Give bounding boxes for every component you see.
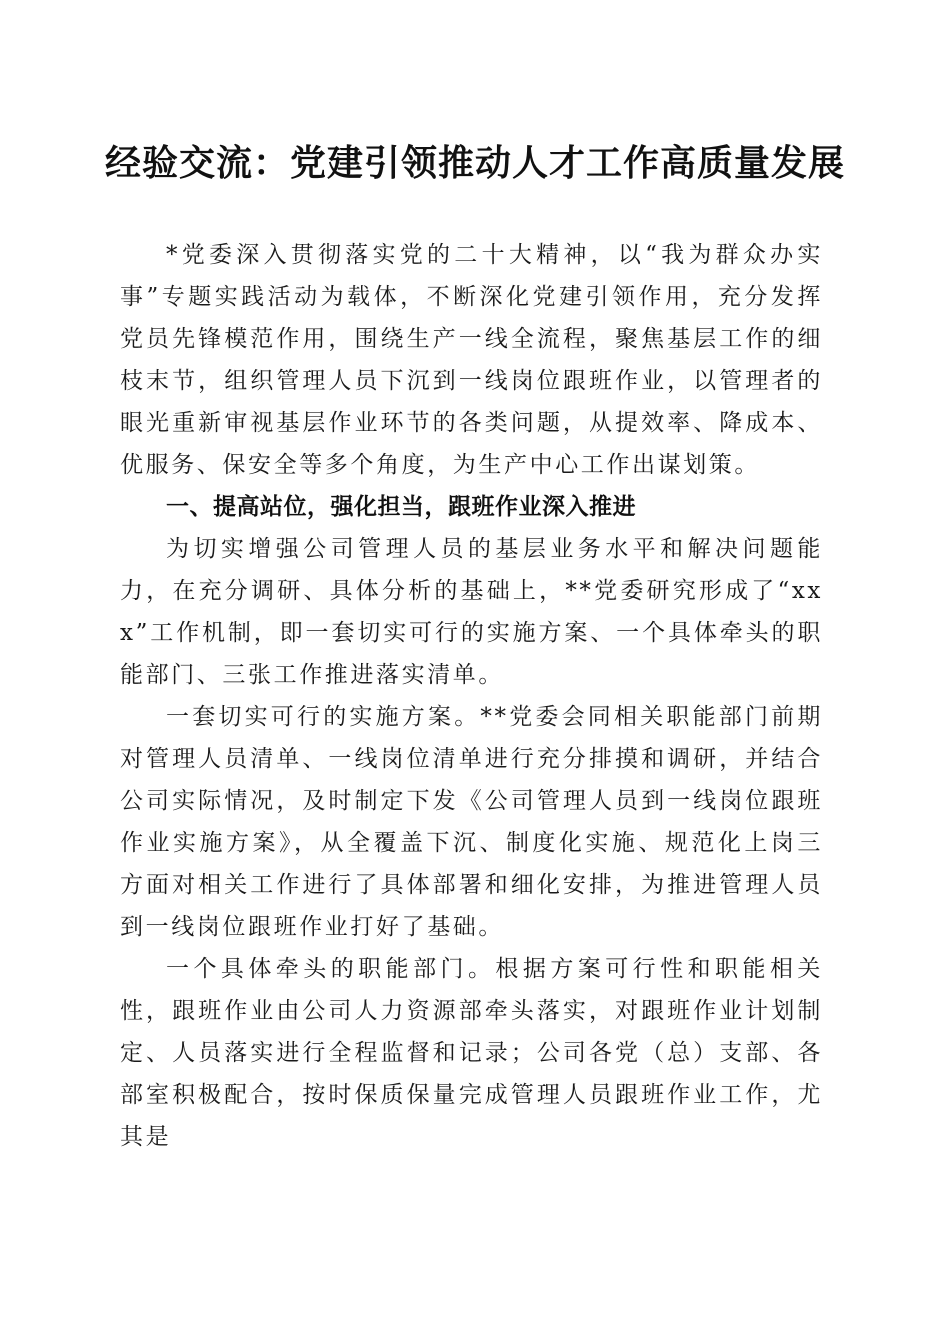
section-paragraph-department: 一个具体牵头的职能部门。根据方案可行性和职能相关性，跟班作业由公司人力资源部牵头落实，对跟班作业计划制定、人员落实进行全程监督和记录；公司各党（总）支部、各部室积极配合，按时保质保量完成管理人员跟班作业工作，尤其是	[120, 956, 823, 1150]
section-heading: 一、提高站位，强化担当，跟班作业深入推进	[166, 494, 636, 520]
section-paragraph-mechanism: 为切实增强公司管理人员的基层业务水平和解决问题能力，在充分调研、具体分析的基础上，**党委研究形成了“xxx”工作机制，即一套切实可行的实施方案、一个具体牵头的职能部门、三张工作推进落实清单。	[120, 536, 823, 688]
section-paragraph-plan: 一套切实可行的实施方案。**党委会同相关职能部门前期对管理人员清单、一线岗位清单进行充分排摸和调研，并结合公司实际情况，及时制定下发《公司管理人员到一线岗位跟班作业实施方案》，从全覆盖下沉、制度化实施、规范化上岗三方面对相关工作进行了具体部署和细化安排，为推进管理人员到一线岗位跟班作业打好了基础。	[120, 704, 823, 940]
document-body	[120, 234, 823, 1158]
document-title: 经验交流：党建引领推动人才工作高质量发展	[104, 142, 845, 184]
intro-paragraph: *党委深入贯彻落实党的二十大精神，以“我为群众办实事”专题实践活动为载体，不断深化党建引领作用，充分发挥党员先锋模范作用，围绕生产一线全流程，聚焦基层工作的细枝末节，组织管理人员下沉到一线岗位跟班作业，以管理者的眼光重新审视基层作业环节的各类问题，从提效率、降成本、优服务、保安全等多个角度，为生产中心工作出谋划策。	[120, 242, 823, 478]
